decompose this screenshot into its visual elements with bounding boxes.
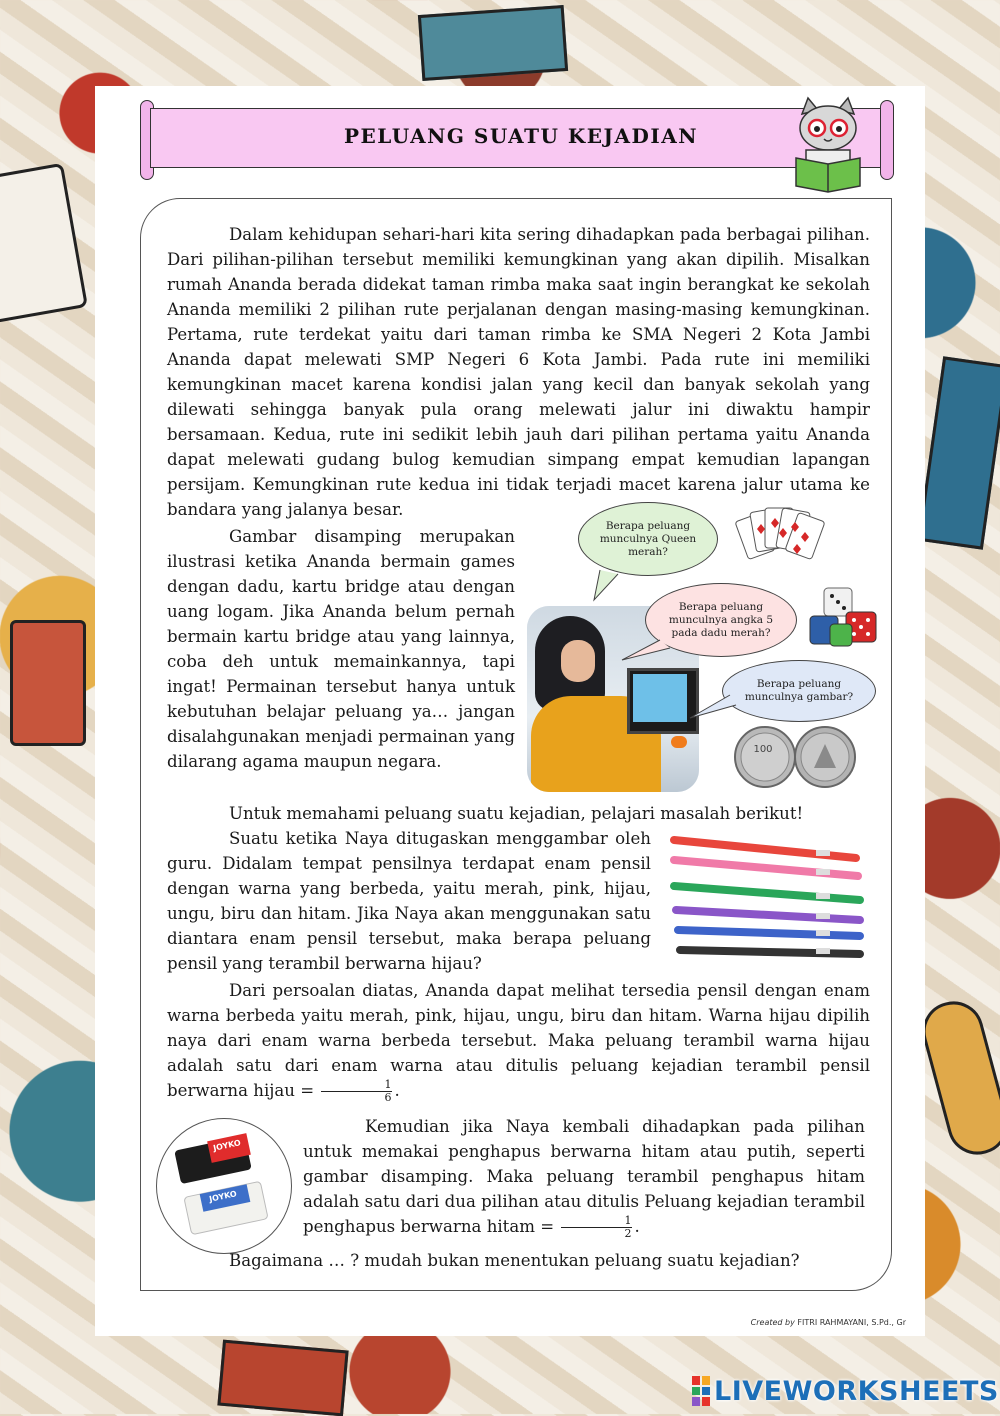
author-name: FITRI RAHMAYANI, S.Pd., Gr (797, 1318, 906, 1327)
coins (734, 724, 856, 790)
fraction-one-sixth (321, 1079, 392, 1104)
coin-value: 100 (753, 744, 773, 755)
mouse (671, 736, 687, 748)
background-doodle (916, 995, 1000, 1161)
background-doodle (418, 5, 568, 81)
background-doodle (0, 163, 88, 323)
eraser-image-circle (156, 1118, 292, 1254)
liveworksheets-mark-icon (692, 1376, 710, 1406)
instruction-paragraph: Untuk memahami peluang suatu kejadian, pelajari masalah berikut! (229, 804, 804, 823)
white-eraser-brand: JOYKO (208, 1189, 238, 1204)
liveworksheets-text: LIVEWORKSHEETS (714, 1375, 999, 1407)
fraction-one-half (561, 1215, 632, 1240)
black-eraser-brand: JOYKO (212, 1138, 242, 1153)
eraser-paragraph (303, 1114, 865, 1240)
fraction-numerator: 1 (561, 1215, 632, 1228)
intro-paragraph: Dalam kehidupan sehari-hari kita sering dihadapkan pada berbagai pilihan. Dari pilihan-pilihan tersebut memiliki kemungkinan yang akan dipilih. Misalkan rumah Ananda berada didekat taman rimba maka saat ingin berangkat ke sekolah Ananda memiliki 2 pilihan rute perjalanan dengan masing-masing kemungkinan. Pertama, rute terdekat yaitu dari taman rimba ke SMA Negeri 2 Kota Jambi Ananda dapat melewati SMP Negeri 6 Kota Jambi. Pada rute ini memiliki kemungkinan macet karena kondisi jalan yang kecil dan banyak sekolah yang dilewati sehingga banyak pula orang melewati jalur ini diwaktu hampir bersamaan. Kedua, rute ini sedikit lebih jauh dari pilihan pertama yaitu Ananda dapat melewati gudang bulog kemudian simpang empat kemudian lapangan persijam. Kemungkinan rute kedua ini tidak terjadi macet karena jalur utama ke bandara yang jalanya besar. (167, 225, 870, 519)
coin-question-bubble: Berapa peluang munculnya gambar? (722, 660, 876, 722)
dice (806, 584, 884, 654)
created-by-label: Created by (750, 1318, 795, 1327)
period: . (394, 1081, 400, 1100)
erasers (157, 1119, 291, 1253)
liveworksheets-logo[interactable] (692, 1373, 999, 1409)
background-doodle (917, 356, 1000, 549)
pencil-solution-paragraph (167, 978, 870, 1104)
reading-cat-icon (790, 96, 866, 196)
page-title: PELUANG SUATU KEJADIAN (343, 124, 698, 148)
closing-question: Bagaimana … ? mudah bukan menentukan peluang suatu kejadian? (229, 1251, 800, 1270)
period: . (634, 1217, 640, 1236)
queen-question-bubble: Berapa peluang munculnya Queen merah? (578, 502, 718, 576)
playing-cards (735, 498, 827, 586)
author-credit (600, 1318, 906, 1327)
fraction-denominator: 2 (624, 1227, 632, 1240)
pencil-solution-text: Dari persoalan diatas, Ananda dapat melihat tersedia pensil dengan enam warna berbeda yaitu merah, pink, hijau, ungu, biru dan hitam. Warna hijau dipilih naya dari enam warna berbeda tersebut. Maka peluang terambil warna hijau adalah satu dari enam warna atau ditulis peluang kejadian terambil pensil berwarna hijau = (167, 981, 870, 1100)
pencils-image (666, 824, 870, 974)
eraser-text: Kemudian jika Naya kembali dihadapkan pada pilihan untuk memakai penghapus berwarna hitam atau putih, seperti gambar disamping. Maka peluang terambil penghapus hitam adalah satu dari dua pilihan atau ditulis Peluang kejadian terambil penghapus berwarna hitam = (303, 1117, 865, 1236)
background-doodle (217, 1340, 348, 1416)
background-doodle (10, 620, 86, 746)
dice-question-bubble: Berapa peluang munculnya angka 5 pada dadu merah? (645, 583, 797, 657)
fraction-denominator: 6 (384, 1091, 392, 1104)
games-paragraph: Gambar disamping merupakan ilustrasi ketika Ananda bermain games dengan dadu, kartu bridge atau dengan uang logam. Jika Ananda belum pernah bermain kartu bridge atau yang lainnya, coba deh untuk memainkannya, tapi ingat! Permainan tersebut hanya untuk kebutuhan belajar peluang ya… jangan disalahgunakan menjadi permainan yang dilarang agama maupun negara. (167, 527, 515, 771)
fraction-numerator: 1 (321, 1079, 392, 1092)
pencil-problem-paragraph: Suatu ketika Naya ditugaskan menggambar oleh guru. Didalam tempat pensilnya terdapat enam pensil dengan warna yang berbeda, yaitu merah, pink, hijau, ungu, biru dan hitam. Jika Naya akan menggunakan satu diantara enam pensil tersebut, maka berapa peluang pensil yang terambil berwarna hijau? (167, 829, 651, 973)
